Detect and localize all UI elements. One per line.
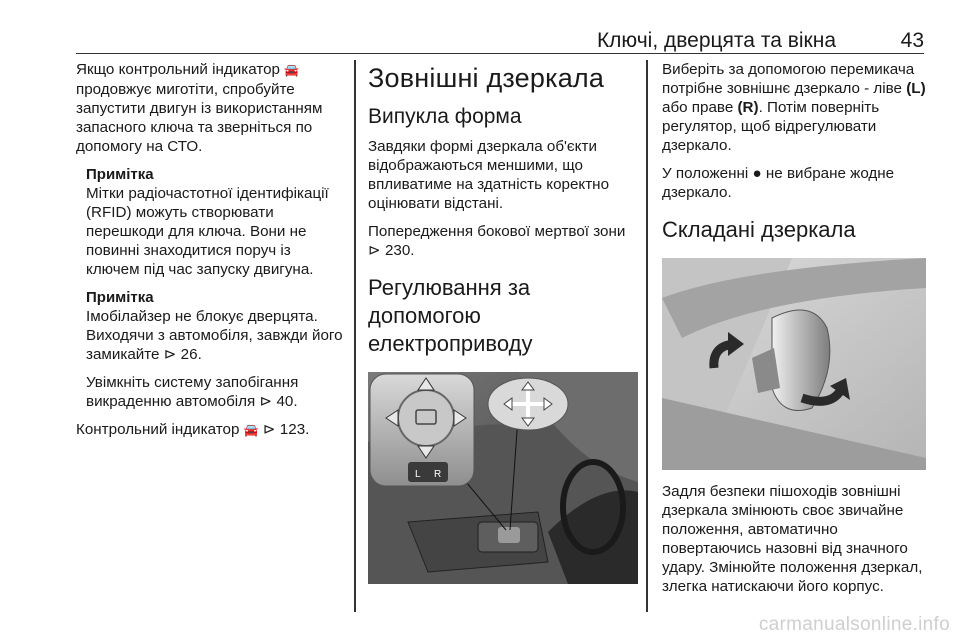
column-2 [368,60,638,584]
page-number: 43 [900,29,924,52]
column-3 [662,60,934,596]
mirror-adjust-illustration [368,372,638,584]
page-reference-link[interactable]: 26. [180,346,202,363]
page-reference-link[interactable]: 40. [276,393,298,410]
page-reference-arrow-icon: ⊳ [262,421,276,438]
note-text: Увімкніть систему запобігання викраденню автомобіля ⊳ 40. [86,374,299,410]
page-reference-arrow-icon: ⊳ [368,242,381,259]
folding-mirror-illustration [662,258,926,470]
switch-right-label: R [434,469,442,480]
watermark: carmanualsonline.info [758,614,950,635]
page-reference-link[interactable]: 230. [384,242,415,259]
note-heading: Примітка [86,166,154,183]
indicator-reference-paragraph: Контрольний індикатор 🚘 ⊳ 123. [76,421,310,438]
note-text: Мітки радіочастотної ідентифікації (RFID) можуть створювати перешкоди для ключа. Вони не повинні знаходитися поруч із ключем під час запуску двигуна. [86,185,329,278]
folding-mirror-figure [662,258,926,470]
section-title: Зовнішні дзеркала [368,63,605,93]
indicator-paragraph: Якщо контрольний індикатор 🚘 продовжує миготіти, спробуйте запустити двигун із використанням запасного ключа та зверніться по допомогу на СТО. [76,61,323,155]
subsection-folding: Складані дзеркала [662,217,856,242]
subsection-electric-adjust: Регулювання за допомогою електроприводу [368,275,533,356]
switch-left-label: L [415,469,421,480]
column-divider [354,60,356,612]
column-1 [76,60,348,440]
note-text: Імобілайзер не блокує дверцята. Виходячи з автомобіля, завжди його замикайте ⊳ 26. [86,308,343,363]
page-reference-link[interactable]: 123. [279,421,310,438]
filled-circle-icon: ● [752,165,762,182]
neutral-position-paragraph: У положенні ● не вибране жодне дзеркало. [662,165,895,201]
page-reference-arrow-icon: ⊳ [163,346,177,363]
column-divider [646,60,648,612]
page-header [76,26,924,54]
folding-paragraph: Задля безпеки пішоходів зовнішні дзеркала змінюють своє звичайне положення, автоматично повертаючись назовні від значного удару. Змінюйте положення дзеркал, злегка натискаючи його корпус. [662,483,923,595]
immobilizer-indicator-icon: 🚘 [284,63,300,77]
subsection-convex: Випукла форма [368,105,522,128]
convex-paragraph: Завдяки формі дзеркала об'єкти відображаються меншими, що впливатиме на здатність коректно оцінювати відстані. [368,138,610,212]
blind-spot-paragraph: Попередження бокової мертвої зони ⊳ 230. [368,223,626,259]
page-reference-arrow-icon: ⊳ [259,393,273,410]
select-mirror-paragraph: Виберіть за допомогою перемикача потрібне зовнішнє дзеркало - ліве (L) або праве (R). Потім поверніть регулятор, щоб відрегулювати дзеркало. [662,61,926,154]
mirror-adjust-figure [368,372,638,584]
note-rfid [76,165,348,279]
note-immobilizer [76,288,348,411]
note-heading: Примітка [86,289,154,306]
immobilizer-indicator-icon: 🚘 [243,423,259,437]
running-title: Ключі, дверцята та вікна [596,29,836,52]
